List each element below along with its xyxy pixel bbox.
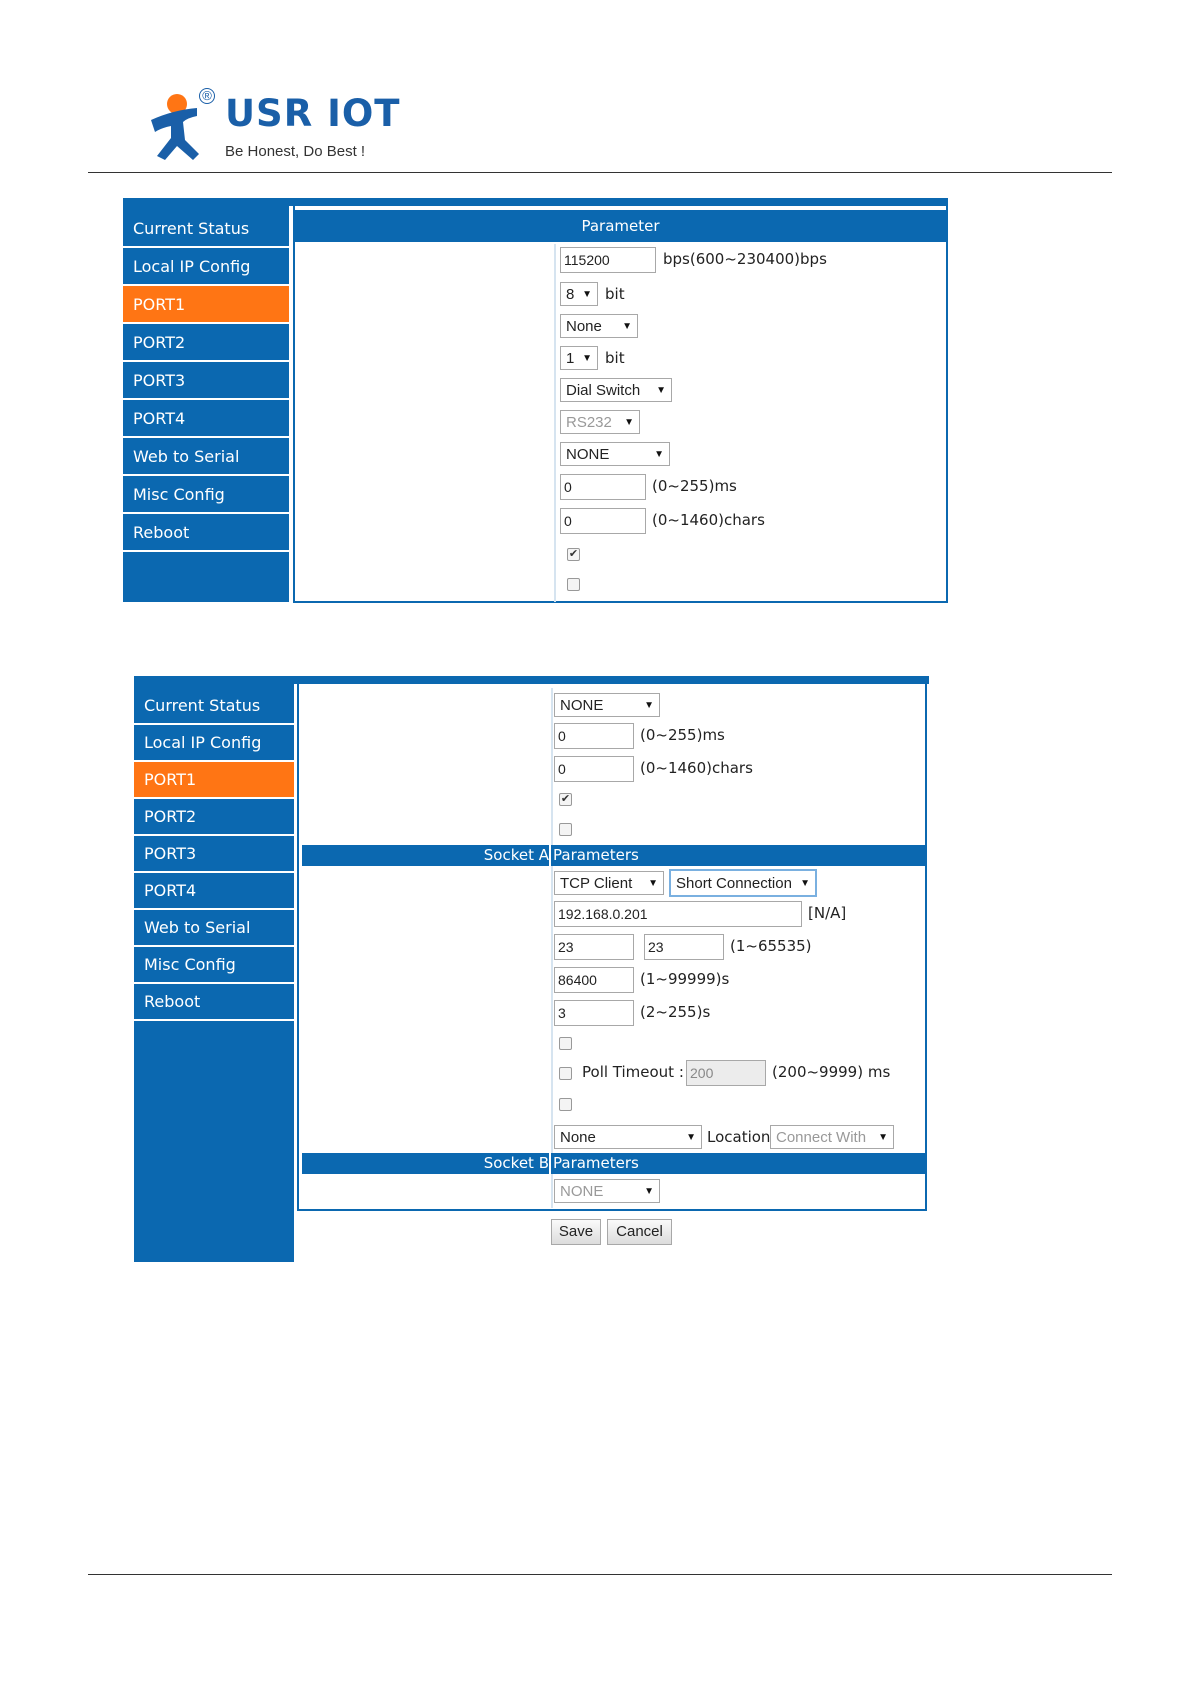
data-size-unit: bit	[605, 285, 625, 303]
location-value: Connect With	[776, 1128, 867, 1146]
timeout-reconnection-hint: (1~99999)s	[640, 970, 730, 988]
flow-mode-value: NONE	[560, 696, 604, 714]
brand-title: USR IOT	[225, 92, 401, 135]
registered-mark: ®	[199, 88, 215, 104]
flow-mode-value: NONE	[566, 445, 610, 463]
uart-packet-length-hint: (0~1460)chars	[640, 759, 753, 777]
brand-slogan: Be Honest, Do Best !	[225, 143, 366, 160]
poll-timeout-input[interactable]: 200	[686, 1060, 766, 1086]
stop-bits-unit: bit	[605, 349, 625, 367]
nav-misc-config[interactable]: Misc Config	[134, 947, 294, 984]
nav-port4[interactable]: PORT4	[134, 873, 294, 910]
registry-type-select[interactable]	[554, 1125, 702, 1149]
net-heartbeat-checkbox[interactable]	[559, 1098, 572, 1111]
sync-baudrate-checkbox[interactable]: ✔	[568, 548, 579, 560]
uart-packet-time-input[interactable]: 0	[560, 474, 646, 500]
header-rule	[88, 172, 1112, 173]
chevron-down-icon: ▼	[582, 352, 592, 364]
chevron-down-icon: ▼	[582, 288, 592, 300]
nav-port2[interactable]: PORT2	[134, 799, 294, 836]
poll-timeout-label: Poll Timeout :	[582, 1063, 684, 1081]
serial-mode-select[interactable]	[560, 378, 672, 402]
chevron-down-icon: ▼	[622, 320, 632, 332]
baud-rate-input[interactable]: 115200	[560, 247, 656, 273]
uart-packet-length-input[interactable]: 0	[554, 756, 634, 782]
remote-port-input[interactable]: 23	[644, 934, 724, 960]
disconnect-time-input[interactable]: 3	[554, 1000, 634, 1026]
chevron-down-icon: ▼	[800, 877, 810, 889]
nav-port1[interactable]: PORT1	[123, 286, 289, 324]
save-button[interactable]: Save	[551, 1219, 601, 1245]
chevron-down-icon: ▼	[624, 416, 634, 428]
footer-rule	[88, 1574, 1112, 1575]
registry-type-value: None	[560, 1128, 596, 1146]
nav-local-ip-config[interactable]: Local IP Config	[123, 248, 289, 286]
stop-bits-select[interactable]	[560, 346, 598, 370]
flow-mode-select[interactable]	[560, 442, 670, 466]
run-serial-mode-value: RS232	[566, 413, 612, 431]
uart-heartbeat-checkbox[interactable]	[559, 823, 572, 836]
sync-baudrate-checkbox[interactable]: ✔	[560, 793, 571, 805]
location-label: Location	[707, 1128, 771, 1146]
poll-timeout-hint: (200~9999) ms	[772, 1063, 891, 1081]
chevron-down-icon: ▼	[686, 1131, 696, 1143]
data-size-value: 8	[566, 285, 575, 303]
uart-packet-time-input[interactable]: 0	[554, 723, 634, 749]
nav-port3[interactable]: PORT3	[123, 362, 289, 400]
work-mode-b-select[interactable]	[554, 1179, 660, 1203]
chevron-down-icon: ▼	[644, 699, 654, 711]
work-mode-value: TCP Client	[560, 874, 633, 892]
nav-current-status[interactable]: Current Status	[123, 210, 289, 248]
nav-web-to-serial[interactable]: Web to Serial	[123, 438, 289, 476]
nav-reboot[interactable]: Reboot	[123, 514, 289, 552]
baud-rate-hint: bps(600~230400)bps	[663, 250, 827, 268]
chevron-down-icon: ▼	[654, 448, 664, 460]
uart-packet-length-input[interactable]: 0	[560, 508, 646, 534]
nav-port2[interactable]: PORT2	[123, 324, 289, 362]
nav-port3[interactable]: PORT3	[134, 836, 294, 873]
uart-heartbeat-checkbox[interactable]	[567, 578, 580, 591]
sidebar	[134, 684, 294, 1262]
nav-current-status[interactable]: Current Status	[134, 688, 294, 725]
uart-packet-time-hint: (0~255)ms	[640, 726, 725, 744]
data-size-select[interactable]	[560, 282, 598, 306]
work-mode-b-value: NONE	[560, 1182, 604, 1200]
location-select[interactable]	[770, 1125, 894, 1149]
sidebar	[123, 206, 289, 602]
local-port-input[interactable]: 23	[554, 934, 634, 960]
parity-select[interactable]	[560, 314, 638, 338]
column-divider	[554, 244, 556, 602]
nav-web-to-serial[interactable]: Web to Serial	[134, 910, 294, 947]
timeout-reconnection-input[interactable]: 86400	[554, 967, 634, 993]
cancel-button[interactable]: Cancel	[607, 1219, 672, 1245]
column-divider	[551, 688, 553, 1208]
flow-mode-select[interactable]	[554, 693, 660, 717]
chevron-down-icon: ▼	[656, 384, 666, 396]
stop-bits-value: 1	[566, 349, 575, 367]
nav-port1[interactable]: PORT1	[134, 762, 294, 799]
top-bar	[123, 198, 948, 206]
remote-server-input[interactable]: 192.168.0.201	[554, 901, 802, 927]
chevron-down-icon: ▼	[648, 877, 658, 889]
work-mode-select[interactable]	[554, 871, 664, 895]
disconnect-time-hint: (2~255)s	[640, 1003, 711, 1021]
port-number-hint: (1~65535)	[730, 937, 812, 955]
connection-type-select[interactable]	[669, 869, 817, 897]
uart-packet-time-hint: (0~255)ms	[652, 477, 737, 495]
nav-misc-config[interactable]: Misc Config	[123, 476, 289, 514]
run-serial-mode-select[interactable]	[560, 410, 640, 434]
parameter-header: Parameter	[293, 210, 948, 242]
top-bar	[134, 676, 929, 684]
nav-port4[interactable]: PORT4	[123, 400, 289, 438]
chevron-down-icon: ▼	[878, 1131, 888, 1143]
nav-local-ip-config[interactable]: Local IP Config	[134, 725, 294, 762]
socket-b-header-right: Parameters	[551, 1153, 925, 1174]
serial-mode-value: Dial Switch	[566, 381, 641, 399]
socket-a-header-left: Socket A	[302, 845, 549, 866]
parity-value: None	[566, 317, 602, 335]
chevron-down-icon: ▼	[644, 1185, 654, 1197]
nav-reboot[interactable]: Reboot	[134, 984, 294, 1021]
modbus-poll-checkbox[interactable]	[559, 1067, 572, 1080]
socket-a-header-right: Parameters	[551, 845, 925, 866]
print-checkbox[interactable]	[559, 1037, 572, 1050]
remote-server-hint: [N/A]	[808, 904, 847, 922]
uart-packet-length-hint: (0~1460)chars	[652, 511, 765, 529]
socket-b-header-left: Socket B	[302, 1153, 549, 1174]
connection-type-value: Short Connection	[676, 874, 792, 892]
